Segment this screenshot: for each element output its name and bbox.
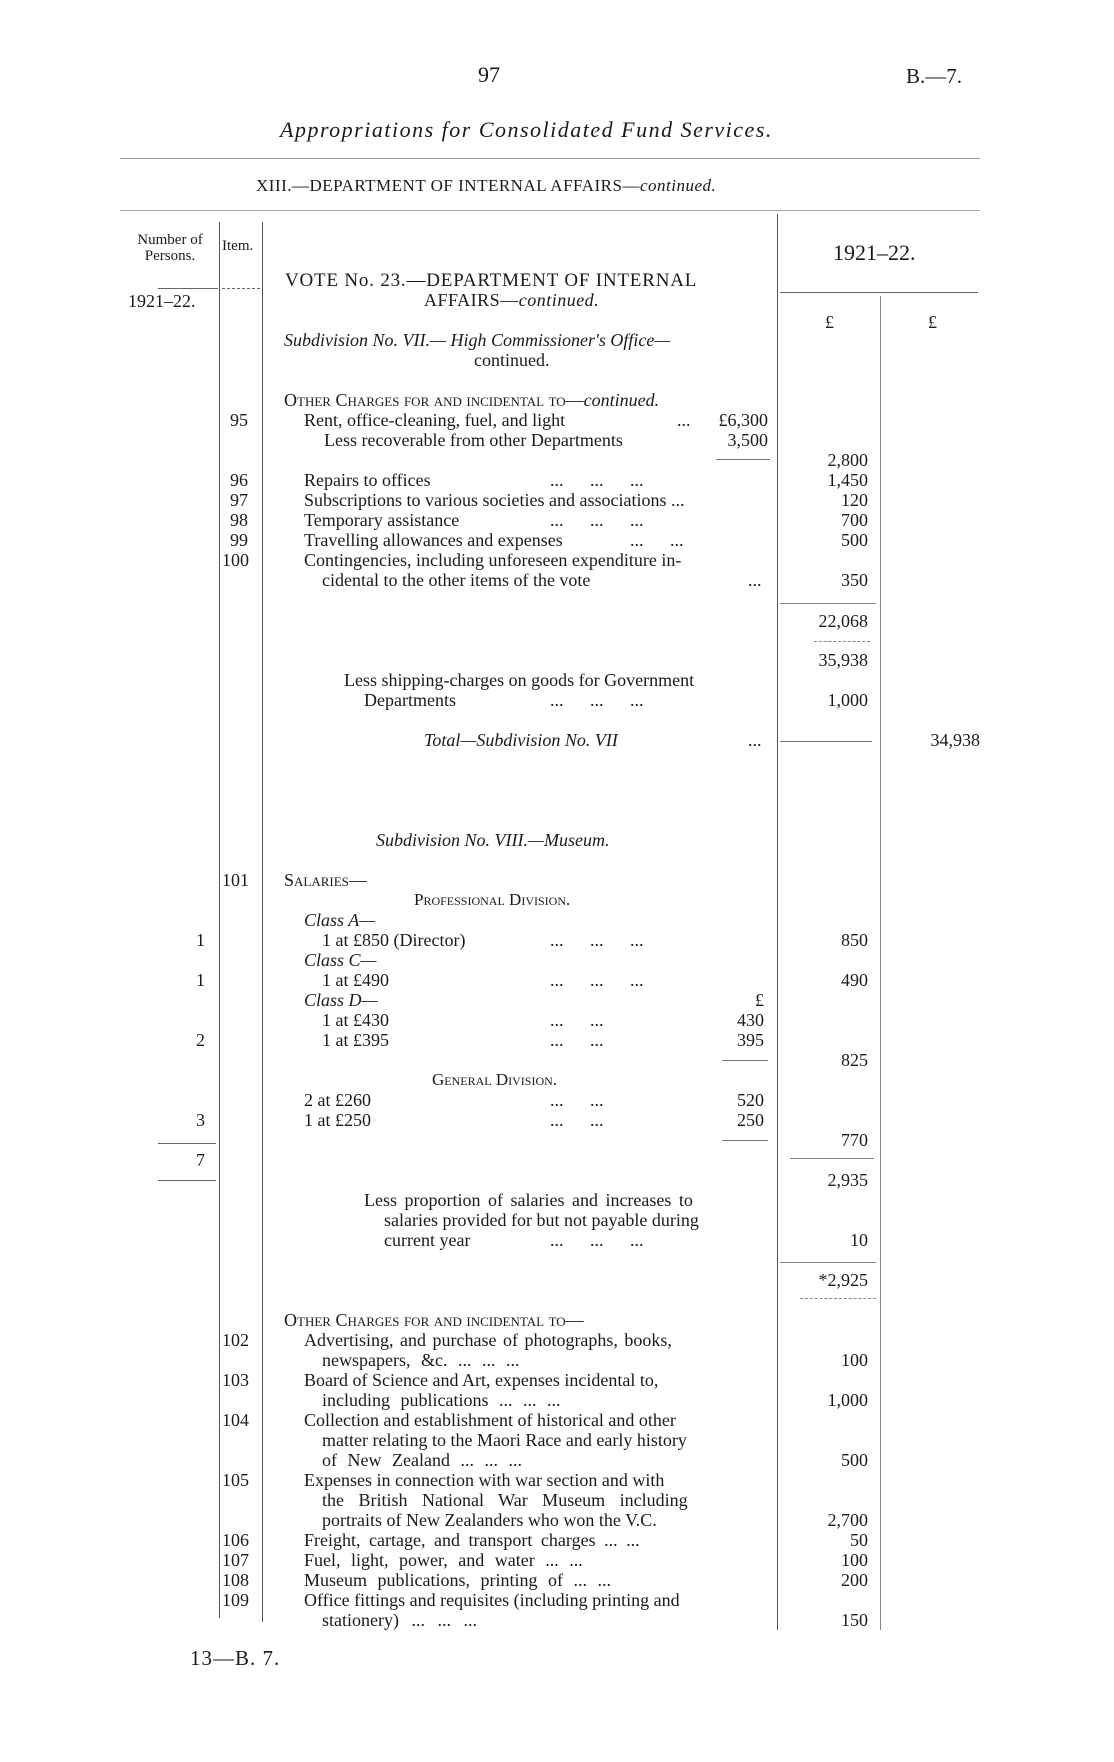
vote-title: VOTE No. 23.—DEPARTMENT OF INTERNAL	[285, 270, 698, 291]
rent-dots: ...	[677, 410, 691, 430]
charge-text: Travelling allowances and expenses	[304, 530, 563, 550]
footer-signature: 13—B. 7.	[190, 1646, 281, 1670]
class-d-total: 825	[841, 1050, 868, 1070]
rent-text: Rent, office-cleaning, fuel, and light	[304, 410, 566, 430]
charge-amount: 700	[841, 510, 868, 530]
item-number: 109	[222, 1590, 249, 1610]
rent-net-amount: 2,800	[827, 450, 868, 470]
less-proportion-line1: Less proportion of salaries and increases to	[364, 1190, 693, 1210]
persons-total-rule-bottom	[158, 1180, 216, 1181]
salaries-heading: Salaries—	[284, 870, 367, 890]
vote-title-affairs: AFFAIRS—	[424, 290, 519, 310]
subtotal1-rule	[780, 603, 876, 604]
item-number: 96	[230, 470, 248, 490]
less-proportion-dots: ... ... ...	[550, 1230, 644, 1250]
contingencies-dots: ...	[748, 570, 762, 590]
vote-title-continued	[424, 290, 599, 311]
header-rule	[120, 210, 980, 211]
page-number: 97	[478, 62, 500, 87]
persons-total-rule-top	[158, 1143, 216, 1144]
item-number: 99	[230, 530, 248, 550]
persons-count: 1	[196, 930, 205, 950]
charge-amount: 120	[841, 490, 868, 510]
sub7-total-value: 34,938	[930, 730, 980, 750]
subtotal2-rule	[814, 641, 870, 642]
general-total: 770	[841, 1130, 868, 1150]
year-header-rule	[780, 292, 978, 293]
total-persons: 7	[196, 1150, 205, 1170]
amount-total-divider	[880, 296, 881, 1630]
class-a-row-dots: ... ... ...	[550, 930, 644, 950]
subtotal-1: 22,068	[818, 611, 868, 631]
charge-line: Office fittings and requisites (including printing and	[304, 1590, 680, 1610]
item-number: 107	[222, 1550, 249, 1570]
item-number: 105	[222, 1470, 249, 1490]
general-row-value: 250	[737, 1110, 764, 1130]
charge-line: newspapers, &c. ... ... ...	[322, 1350, 520, 1370]
charge-line: including publications ... ... ...	[322, 1390, 561, 1410]
sub7-total-label: Total—Subdivision No. VII	[424, 730, 618, 750]
charge-dots: ... ... ...	[550, 510, 644, 530]
sub7-other-charges-suffix: continued.	[583, 390, 660, 410]
general-row-dots: ... ...	[550, 1090, 604, 1110]
sub7-other-charges-label: Other Charges for and incidental to—	[284, 390, 584, 410]
class-a-amount: 850	[841, 930, 868, 950]
sub7-heading-continued: continued.	[474, 350, 550, 370]
item-text-divider	[262, 222, 263, 1622]
sub8-heading: Subdivision No. VIII.—Museum.	[376, 830, 610, 850]
charge-text: Repairs to offices	[304, 470, 431, 490]
charge-amount: 1,450	[827, 470, 868, 490]
department-suffix: continued.	[639, 176, 717, 195]
charge-dots: ... ... ...	[550, 470, 644, 490]
charge-amount: 50	[850, 1530, 868, 1550]
class-d-label: Class D—	[304, 990, 378, 1010]
sub7-other-charges	[284, 390, 659, 411]
sub7-total-rule	[780, 741, 872, 742]
class-c-amount: 490	[841, 970, 868, 990]
title-rule	[120, 158, 980, 159]
class-d-row-value: 395	[737, 1030, 764, 1050]
department-heading	[256, 176, 716, 196]
less-shipping-line1: Less shipping-charges on goods for Government	[344, 670, 695, 690]
salaries-total: 2,935	[827, 1170, 868, 1190]
doc-reference: B.—7.	[906, 64, 963, 88]
class-a-row-text: 1 at £850 (Director)	[322, 930, 466, 950]
item-number: 97	[230, 490, 248, 510]
charge-line: Fuel, light, power, and water ... ...	[304, 1550, 583, 1570]
net-salaries: *2,925	[818, 1270, 868, 1290]
less-shipping-dots: ... ... ...	[550, 690, 644, 710]
item-number: 106	[222, 1530, 249, 1550]
year-column-header: 1921–22.	[833, 240, 916, 265]
charge-line: stationery) ... ... ...	[322, 1610, 477, 1630]
general-row-value: 520	[737, 1090, 764, 1110]
class-d-row-dots: ... ...	[550, 1010, 604, 1030]
general-row-dots: ... ...	[550, 1110, 604, 1130]
general-row-text: 1 at £250	[304, 1110, 371, 1130]
class-d-row-text: 1 at £395	[322, 1030, 389, 1050]
class-d-row-dots: ... ...	[550, 1030, 604, 1050]
less-proportion-amount: 10	[850, 1230, 868, 1250]
less-shipping-amount: 1,000	[827, 690, 868, 710]
item-number: 98	[230, 510, 248, 530]
charge-line: Freight, cartage, and transport charges ... ...	[304, 1530, 640, 1550]
charge-line: Advertising, and purchase of photographs, books,	[304, 1330, 672, 1350]
text-amount-divider	[777, 214, 778, 1630]
charge-line: portraits of New Zealanders who won the V.C.	[322, 1510, 657, 1530]
charge-amount: 2,700	[827, 1510, 868, 1530]
general-rule	[722, 1140, 768, 1141]
professional-division-heading: Professional Division.	[414, 890, 571, 909]
less-recoverable-text: Less recoverable from other Departments	[324, 430, 623, 450]
subtotal-2: 35,938	[818, 650, 868, 670]
class-c-row-dots: ... ... ...	[550, 970, 644, 990]
general-division-heading: General Division.	[432, 1070, 558, 1089]
net-salaries-rule	[780, 1262, 876, 1263]
sub7-total-dots: ...	[748, 730, 762, 750]
charge-amount: 150	[841, 1610, 868, 1630]
item-number: 108	[222, 1570, 249, 1590]
rent-gross: £6,300	[718, 410, 768, 430]
charge-text: Temporary assistance	[304, 510, 460, 530]
charge-amount: 1,000	[827, 1390, 868, 1410]
item-header-rule	[222, 288, 260, 289]
less-proportion-line3: current year	[384, 1230, 471, 1250]
charge-amount: 100	[841, 1350, 868, 1370]
persons-count: 2	[196, 1030, 205, 1050]
charge-dots: ... ...	[630, 530, 684, 550]
contingencies-amount: 350	[841, 570, 868, 590]
charge-line: matter relating to the Maori Race and early history	[322, 1430, 687, 1450]
charge-line: the British National War Museum including	[322, 1490, 688, 1510]
less-recoverable-value: 3,500	[727, 430, 768, 450]
item-number: 103	[222, 1370, 249, 1390]
item-number: 100	[222, 550, 249, 570]
sub8-other-charges: Other Charges for and incidental to—	[284, 1310, 584, 1330]
persons-count: 3	[196, 1110, 205, 1130]
contingencies-line1: Contingencies, including unforeseen expenditure in-	[304, 550, 682, 570]
vote-title-suffix: continued.	[518, 290, 600, 310]
charge-line: of New Zealand ... ... ...	[322, 1450, 522, 1470]
persons-count: 1	[196, 970, 205, 990]
less-shipping-line2: Departments	[364, 690, 456, 710]
charge-amount: 500	[841, 1450, 868, 1470]
pound-sign-amount: £	[825, 312, 834, 332]
charge-text: Subscriptions to various societies and associations ...	[304, 490, 685, 510]
persons-column-header: Number of Persons.	[137, 232, 203, 264]
class-d-rule	[722, 1060, 768, 1061]
general-row-text: 2 at £260	[304, 1090, 371, 1110]
persons-item-divider	[219, 222, 220, 1618]
item-number: 104	[222, 1410, 249, 1430]
net-salaries-underline	[800, 1298, 876, 1299]
charge-amount: 500	[841, 530, 868, 550]
persons-header-rule	[158, 288, 218, 289]
charge-amount: 200	[841, 1570, 868, 1590]
item-column-header: Item.	[222, 238, 254, 254]
persons-year-label: 1921–22.	[128, 291, 196, 311]
department-main: XIII.—DEPARTMENT OF INTERNAL AFFAIRS—	[256, 176, 640, 195]
item-number: 101	[222, 870, 249, 890]
item-number: 95	[230, 410, 248, 430]
charge-amount: 100	[841, 1550, 868, 1570]
class-a-label: Class A—	[304, 910, 376, 930]
charge-line: Collection and establishment of historical and other	[304, 1410, 676, 1430]
charge-line: Expenses in connection with war section and with	[304, 1470, 665, 1490]
class-c-row-text: 1 at £490	[322, 970, 389, 990]
rent-rule	[716, 459, 770, 460]
class-c-label: Class C—	[304, 950, 377, 970]
sub7-heading: Subdivision No. VII.— High Commissioner's Office—	[284, 330, 671, 350]
pound-sign-total: £	[928, 312, 937, 332]
contingencies-line2: cidental to the other items of the vote	[322, 570, 591, 590]
salaries-total-rule	[790, 1158, 874, 1159]
charge-line: Museum publications, printing of ... ...	[304, 1570, 611, 1590]
page-title: Appropriations for Consolidated Fund Services.	[280, 117, 773, 142]
less-proportion-line2: salaries provided for but not payable during	[384, 1210, 699, 1230]
class-d-row-value: 430	[737, 1010, 764, 1030]
class-d-pound: £	[755, 990, 764, 1010]
charge-line: Board of Science and Art, expenses incidental to,	[304, 1370, 659, 1390]
item-number: 102	[222, 1330, 249, 1350]
class-d-row-text: 1 at £430	[322, 1010, 389, 1030]
